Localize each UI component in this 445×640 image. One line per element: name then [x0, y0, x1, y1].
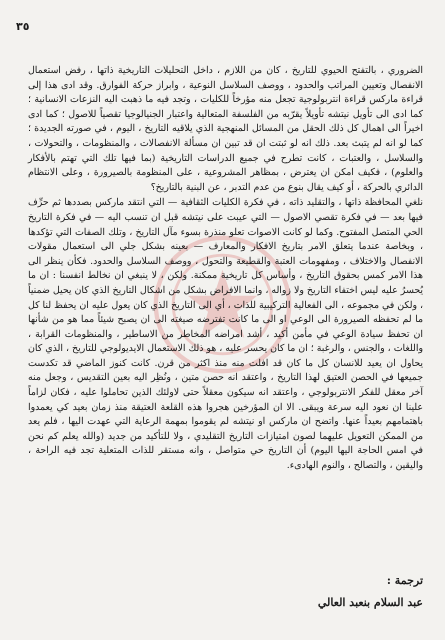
- paragraph-2: نلغي المحافظة ذاتها ، والتقليد ذاته ، في فكرة الكليات الثقافية — التي انتقد ماركس بصددها ثم حرِّف فيها بعد — في فكرة تقصي الاصول — التي عيبت على نيتشه قبل ان تنسب اليه — في فكرة التاريخ الحي المتصل المفتوح. وكما لو كانت الاصوات تعلو منذرة بسوء مآل التاريخ ، وتلك الصفات التي تؤكدها ، وبخاصة عندما يتعلق الامر بتاريخ الافكار والمعارف — بعينه بشكل جلي الى استعمال مقولات الانفصال والاختلاف ، ومفهومات العتبة والقطيعة والتحول ، ووصف السلاسل والحدود. فكأن ينظر الى هذا الامر كمس بحقوق التاريخ ، وأساس كل تاريخية ممكنة. ولكن ، لا ينبغي ان نخالط انفسنا : ان ما يُحسرُ عليه ليس اختفاء التاريخ ولا زواله ، وانما الافراض بشكل من اشكال التاريخ الذي كان يحيل ضمنياً ، ولكن في مجموعه ، الى الفعالية التركيبية للذات ، أي الى التاريخ الذي كان يعول عليه ان يحفظ لنا كل ما لم تحفظه الصيرورة الى الوعي او الى ما كانت تفترضه صيغته الى ان يصبح شيئاً مما هو من شأنها ان تحفظ سيادة الوعي في مأمن أكيد ، أشد امراضه المخاطر من الاساطير ، والمنظومات القرابة ، واللغات ، والجنس ، والرغبة ؛ ان ما كان يحسر عليه ، هو ذلك الاستعمال الايديولوجي للتاريخ ، الذي كان يحاول ان يعيد للانسان كل ما كان قد افلت منه منذ اكثر من قرن. كانت كنوز الماضي قد تكدست جميعها في الحصن العتيق لهذا التاريخ ، واعتقد انه حصن متين ، ونُظِر اليه بعين التقديس ، وجعل منه آخر معقل للفكر الانتربولوجي ، واعتقد انه سيكون معقلاً حتى لاولئك الذين تحاملوا عليه ، فكان لزاماً علينا ان نعود اليه سرعة ويبقى. الا ان المؤرخين هجروا هذه القلعة العتيقة منذ زمان بعيد كي يعمدوا باهتمامهم بعيداً عنها. واتضح ان ماركس او نيتشه لم يقوموا بمهمة الرعاية التي عهدت اليها ، فلم يعد من الممكن التعويل عليهما لصون امتيازات التاريخ التقليدي ، ولا للتأكيد من جديد (والله يعلم كم نحن في امس الحاجة اليها اليوم) أن التاريخ حي متواصل ، وانه مستقر للذات المتعلية تجد فيه الراحة ، واليقين ، والتصالح ، والنوم الهادىء.: [28, 197, 423, 472]
- translator-label: ترجمة :: [386, 574, 423, 587]
- paragraph-1: الضروري ، بالتفتح الحيوي للتاريخ ، كان من اللازم ، داخل التحليلات التاريخية ذاتها ، رفض استعمال الانفصال وتعيين المراتب والحدود ، ووصف السلاسل النوعية ، وابراز حركة الفوارق. وقد ادى هذا إلى قراءة ماركس قراءة انتربولوجية تجعل منه مؤرخاً للكليات ، وتجد فيه ما ذهبت اليه النزعات الانسانية ؛ كما ادى الى تأويل نيتشه تأويلاً يقرّبه من الفلسفة المتعالية واعتبار الجنيالوجيا تقصياً للاصول ؛ كما ادى اخيراً الى اهمال كل ذلك الحقل من المسائل المنهجية الذي يلاقيه التاريخ ، اليوم ، في صورته الجديدة ؛ كما لو انه لم يتبث بعد. ذلك انه لو ثبتت ان قد تبين ان مسألة الانفصالات ، والمنظومات ، والتحولات ، والسلاسل ، والعتبات ، كانت تطرح في جميع الدراسات التاريخية (بما فيها تلك التي تهتم بالأفكار والعلوم) ، فكيف امكن ان يعترض ، بمظاهر المشروعية ، على المنظومة بالصيرورة ، وعلى الانتظام الدائري بالحركة ، أو كيف يقال بنوع من عدم التدبر ، عن البنية بالتاريخ؟: [28, 65, 423, 193]
- page-number: ٣٥: [16, 20, 30, 33]
- article-body: [28, 64, 423, 474]
- translator-credit: [318, 570, 423, 614]
- translator-name: عبد السلام بنعبد العالي: [317, 596, 423, 609]
